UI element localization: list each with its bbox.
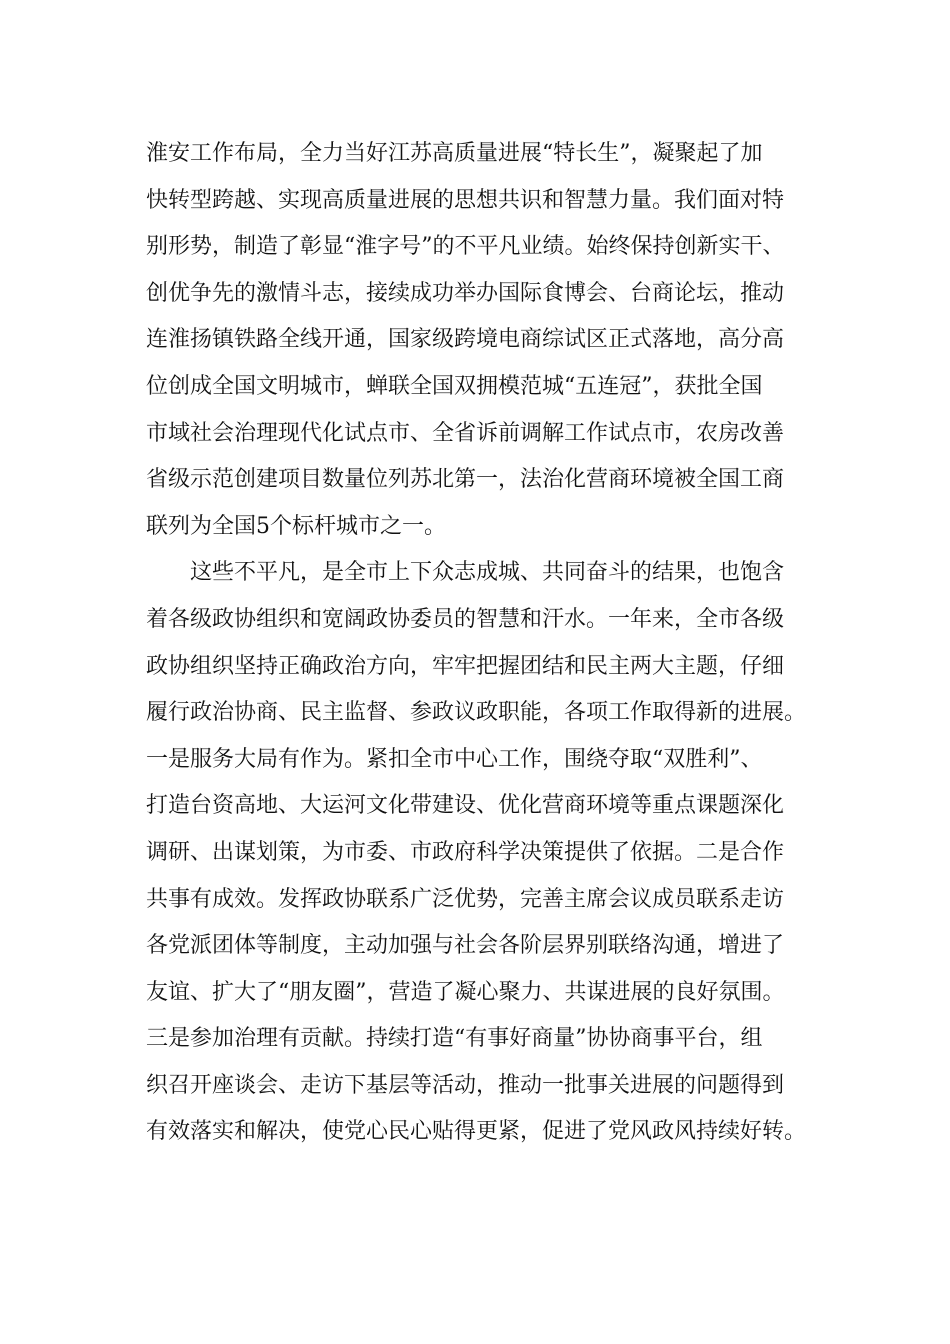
text-line: 共事有成效。发挥政协联系广泛优势，完善主席会议成员联系走访: [146, 886, 785, 912]
text-line: 履行政治协商、民主监督、参政议政职能，各项工作取得新的进展。: [146, 700, 807, 726]
body-text: [146, 131, 846, 1156]
text-line: 创优争先的激情斗志，接续成功举办国际食博会、台商论坛，推动: [146, 280, 785, 306]
text-line: 织召开座谈会、走访下基层等活动，推动一批事关进展的问题得到: [146, 1072, 785, 1098]
text-line: 着各级政协组织和宽阔政协委员的智慧和汗水。一年来，全市各级: [146, 606, 785, 632]
text-line: 一是服务大局有作为。紧扣全市中心工作，围绕夺取“双胜利”、: [146, 746, 763, 772]
text-line-indented: 这些不平凡，是全市上下众志成城、共同奋斗的结果，也饱含: [190, 560, 785, 586]
paragraph-2: [146, 550, 846, 1156]
text-line: 位创成全国文明城市，蝉联全国双拥模范城“五连冠”，获批全国: [146, 373, 763, 399]
text-line: 三是参加治理有贡献。持续打造“有事好商量”协协商事平台，组: [146, 1026, 763, 1052]
text-line: 政协组织坚持正确政治方向，牢牢把握团结和民主两大主题，仔细: [146, 653, 785, 679]
text-line: 别形势，制造了彰显“淮字号”的不平凡业绩。始终保持创新实干、: [146, 234, 785, 260]
text-line: 有效落实和解决，使党心民心贴得更紧，促进了党风政风持续好转。: [146, 1119, 807, 1145]
text-line: 快转型跨越、实现高质量进展的思想共识和智慧力量。我们面对特: [146, 187, 785, 213]
text-line: 联列为全国5个标杆城市之一。: [146, 513, 446, 539]
text-line: 友谊、扩大了“朋友圈”，营造了凝心聚力、共谋进展的良好氛围。: [146, 979, 785, 1005]
text-line: 调研、出谋划策，为市委、市政府科学决策提供了依据。二是合作: [146, 839, 785, 865]
text-line: 市域社会治理现代化试点市、全省诉前调解工作试点市，农房改善: [146, 420, 785, 446]
text-line: 省级示范创建项目数量位列苏北第一，法治化营商环境被全国工商: [146, 467, 785, 493]
text-line: 打造台资高地、大运河文化带建设、优化营商环境等重点课题深化: [146, 793, 785, 819]
paragraph-1: [146, 131, 846, 550]
text-line: 各党派团体等制度，主动加强与社会各阶层界别联络沟通，增进了: [146, 933, 785, 959]
text-line: 淮安工作布局，全力当好江苏高质量进展“特长生”，凝聚起了加: [146, 141, 763, 166]
text-line: 连淮扬镇铁路全线开通，国家级跨境电商综试区正式落地，高分高: [146, 327, 785, 353]
